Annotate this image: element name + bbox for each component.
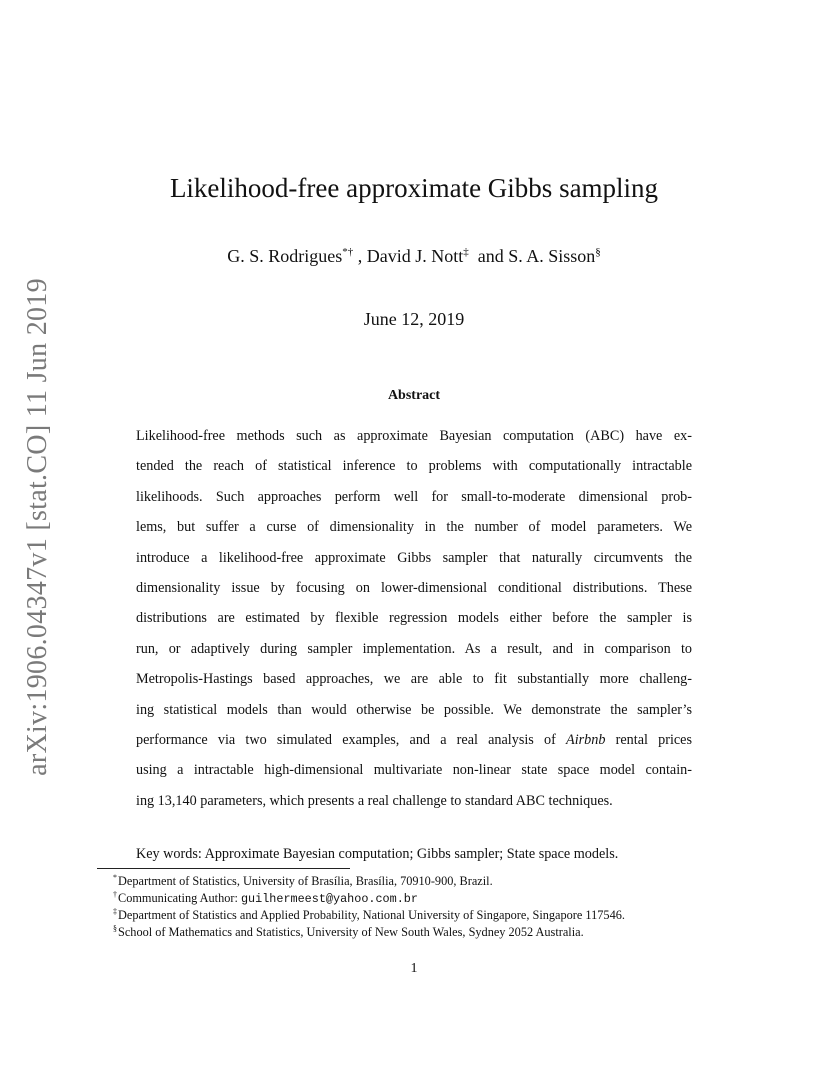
abstract-line: ing statistical models than would otherwise be possible. We demonstrate the sampler’s [136,701,692,718]
abstract-line: ing 13,140 parameters, which presents a real challenge to standard ABC techniques. [136,792,613,809]
abstract-line: introduce a likelihood-free approximate Gibbs sampler that naturally circumvents the [136,549,692,566]
abstract-line: distributions are estimated by flexible regression models either before the sampler is [136,610,692,627]
publication-date: June 12, 2019 [363,309,465,329]
abstract-line: run, or adaptively during sampler implementation. As a result, and in comparison to [136,640,692,657]
footnote-text: School of Mathematics and Statistics, University of New South Wales, Sydney 2052 Australia. [118,925,584,939]
abstract-line: likelihoods. Such approaches perform well for small-to-moderate dimensional prob- [136,488,692,505]
abstract-line [136,725,692,755]
abstract-text: rental prices [605,731,692,748]
author-list [0,246,828,267]
footnote-mark: § [113,924,117,933]
abstract-line: Metropolis-Hastings based approaches, we are able to fit substantially more challeng- [136,671,692,688]
abstract-line: lems, but suffer a curse of dimensionality in the number of model parameters. We [136,519,692,536]
footnote [113,907,625,924]
footnote [113,924,625,941]
author-email-link[interactable]: guilhermeest@yahoo.com.br [240,892,418,906]
footnote-text: Department of Statistics, University of Brasília, Brasília, 70910-900, Brazil. [118,874,493,888]
keywords-line: Key words: Approximate Bayesian computation; Gibbs sampler; State space models. [136,846,619,862]
page-number: 1 [410,961,418,976]
footnote-text: Department of Statistics and Applied Probability, National University of Singapore, Singapore 117546. [118,908,625,922]
author-name: G. S. Rodrigues [227,246,343,266]
abstract-text: performance via two simulated examples, and a real analysis of [136,731,567,748]
author-affiliation-marks: § [595,246,601,258]
abstract-line: Likelihood-free methods such as approximate Bayesian computation (ABC) have ex- [136,428,692,444]
footnote [113,890,625,907]
author-affiliation-marks: *† [342,246,354,258]
paper-title: Likelihood-free approximate Gibbs sampling [169,173,659,203]
footnote-text: Communicating Author: [118,891,241,905]
footnote-mark: ‡ [113,907,117,916]
author-separator: and [468,246,509,266]
abstract-line: tended the reach of statistical inference to problems with computationally intractable [136,458,692,475]
abstract-body [136,421,692,816]
footnote-rule [97,868,350,869]
abstract-line: dimensionality issue by focusing on lower-dimensional conditional distributions. These [136,579,692,596]
footnote [113,873,625,890]
abstract-heading: Abstract [387,388,441,403]
footnote-mark: † [113,890,117,899]
author-affiliation-marks: ‡ [463,246,469,258]
author-name: S. A. Sisson [508,246,596,266]
author-name: David J. Nott [366,246,464,266]
abstract-italic-term: Airbnb [566,731,606,748]
footnote-list [113,873,625,941]
abstract-line: using a intractable high-dimensional multivariate non-linear state space model contain- [136,762,692,779]
footnote-mark: * [113,873,117,882]
arxiv-identifier-text: arXiv:1906.04347v1 [stat.CO] 11 Jun 2019 [22,278,53,776]
author-separator: , [353,246,367,266]
